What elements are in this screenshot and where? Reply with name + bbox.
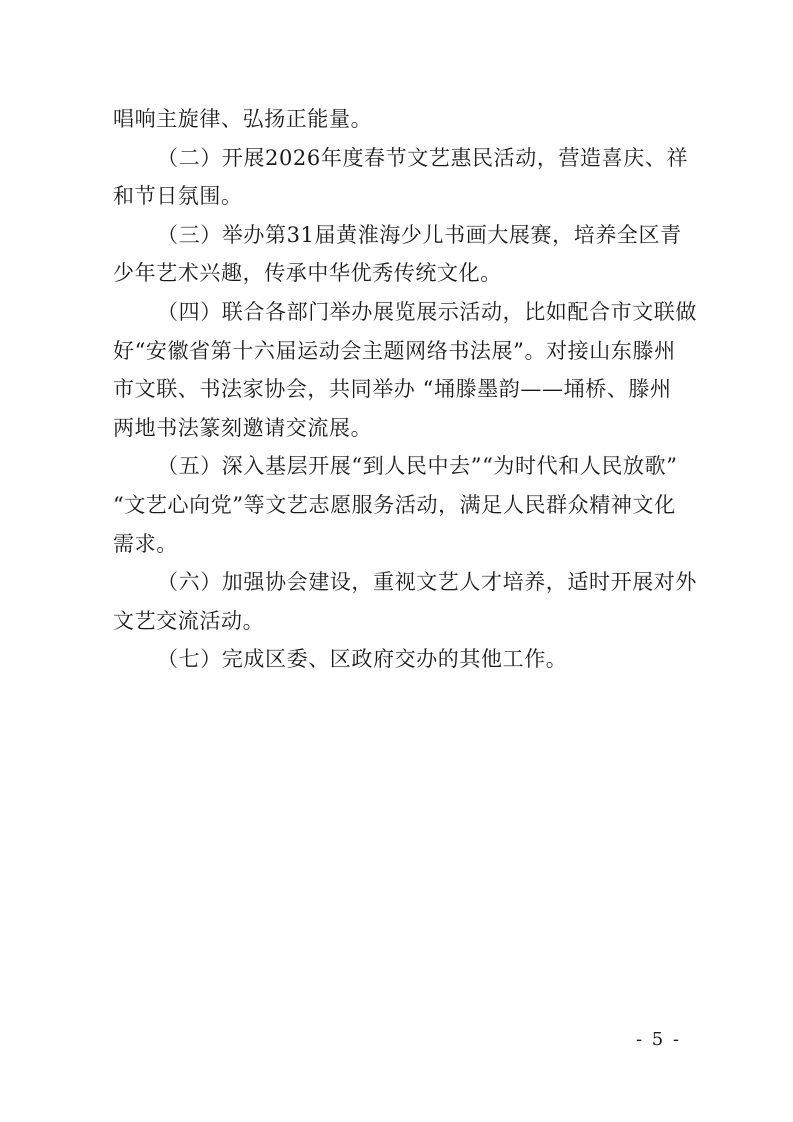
text-line: 两地书法篆刻邀请交流展。: [113, 415, 373, 440]
text-line: （四）联合各部门举办展览展示活动，比如配合市文联做: [157, 299, 697, 324]
text-line: 需求。: [113, 531, 178, 556]
paragraph-item-7: [113, 640, 683, 679]
paragraph-item-3: [113, 216, 683, 293]
text-line: （五）深入基层开展“到人民中去”“为时代和人民放歌”: [157, 454, 678, 479]
text-line: 市文联、书法家协会，共同举办 “埇滕墨韵——埇桥、滕州: [113, 377, 672, 402]
document-body: [113, 100, 697, 679]
paragraph-item-6: [113, 563, 697, 640]
text-line: “文艺心向党”等文艺志愿服务活动，满足人民群众精神文化: [113, 492, 676, 517]
text-line: （三）举办第31届黄淮海少儿书画大展赛，培养全区青: [157, 222, 682, 247]
paragraph-item-4: [113, 293, 697, 447]
text-line: 和节日氛围。: [113, 184, 243, 209]
text-line: 好“安徽省第十六届运动会主题网络书法展”。对接山东滕州: [113, 338, 676, 363]
text-line: （六）加强协会建设，重视文艺人才培养，适时开展对外: [157, 570, 697, 595]
text-line: （七）完成区委、区政府交办的其他工作。: [157, 647, 568, 672]
text-line: 文艺交流活动。: [113, 608, 265, 633]
paragraph-item-2: [113, 139, 689, 216]
text-line: 唱响主旋律、弘扬正能量。: [113, 107, 373, 131]
paragraph-continuation: [113, 100, 683, 139]
text-line: 少年艺术兴趣，传承中华优秀传统文化。: [113, 261, 502, 286]
text-line: （二）开展2026年度春节文艺惠民活动，营造喜庆、祥: [157, 145, 689, 170]
page-number: - 5 -: [635, 1029, 681, 1050]
paragraph-item-5: [113, 447, 683, 563]
